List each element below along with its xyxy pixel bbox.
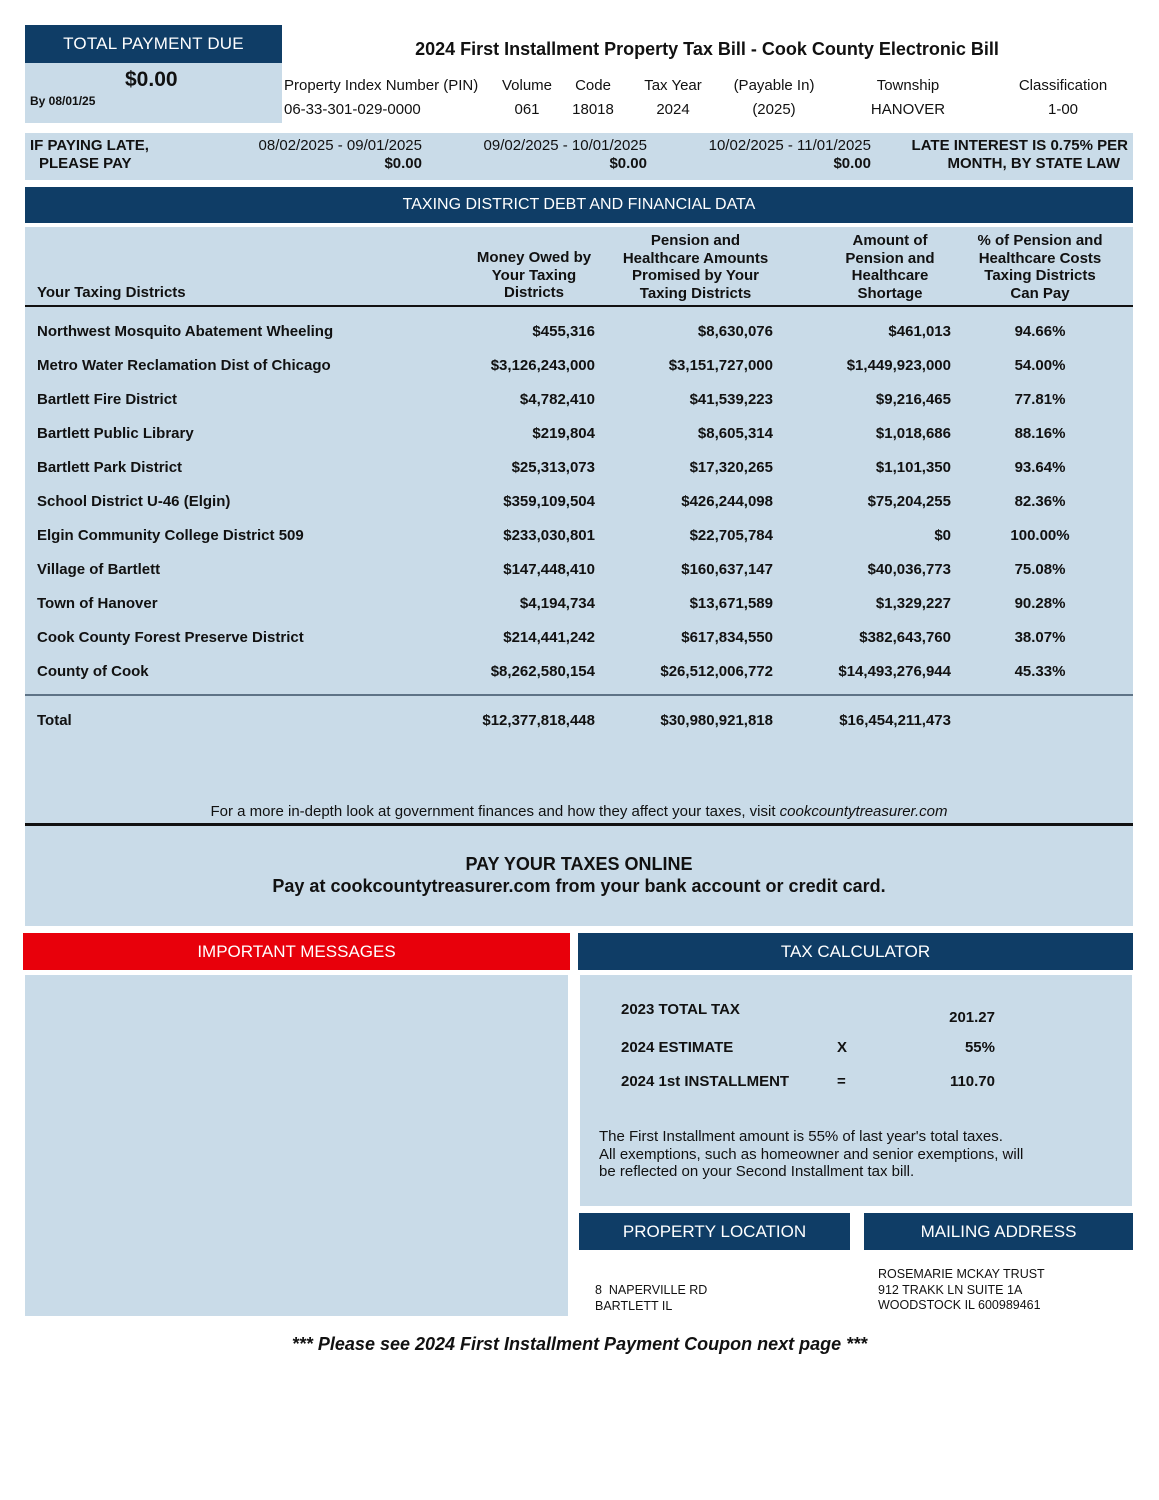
pin-value: 06-33-301-029-0000 bbox=[284, 101, 421, 118]
late-payment-bar bbox=[25, 133, 1133, 180]
late-period-1 bbox=[247, 137, 422, 173]
debt-section-header: TAXING DISTRICT DEBT AND FINANCIAL DATA bbox=[25, 187, 1133, 223]
township-label: Township bbox=[876, 77, 940, 94]
late-period-amount: $0.00 bbox=[384, 155, 422, 172]
late-period-amount: $0.00 bbox=[833, 155, 871, 172]
table-row: Bartlett Public Library $219,804 $8,605,314 $1,018,686 88.16% bbox=[37, 425, 1066, 442]
late-interest-line1: LATE INTEREST IS 0.75% PER bbox=[911, 137, 1128, 154]
tax-year-label: Tax Year bbox=[644, 77, 702, 94]
volume-label: Volume bbox=[501, 77, 553, 94]
late-period-3 bbox=[696, 137, 871, 173]
calc-label-total-tax: 2023 TOTAL TAX bbox=[621, 1001, 740, 1018]
important-messages-body bbox=[25, 975, 568, 1316]
table-row: School District U-46 (Elgin) $359,109,504 $426,244,098 $75,204,255 82.36% bbox=[37, 493, 1066, 510]
pay-online-subtitle: Pay at cookcountytreasurer.com from your bank account or credit card. bbox=[272, 876, 886, 896]
mailing-address: ROSEMARIE MCKAY TRUST 912 TRAKK LN SUITE 1A WOODSTOCK IL 600989461 bbox=[878, 1267, 1045, 1312]
classification-field bbox=[1005, 77, 1121, 125]
tax-calculator-header: TAX CALCULATOR bbox=[578, 933, 1133, 970]
late-label-line2: PLEASE PAY bbox=[39, 155, 132, 172]
total-payment-due-header: TOTAL PAYMENT DUE bbox=[25, 25, 282, 63]
payable-in-label: (Payable In) bbox=[733, 77, 815, 94]
property-address: 8 NAPERVILLE RD BARTLETT IL bbox=[595, 1283, 708, 1313]
total-payment-due-amount: $0.00 bbox=[125, 68, 178, 91]
late-period-range: 09/02/2025 - 10/01/2025 bbox=[483, 137, 647, 154]
table-row: Town of Hanover $4,194,734 $13,671,589 $1,329,227 90.28% bbox=[37, 595, 1066, 612]
township-field bbox=[858, 77, 958, 125]
bill-title: 2024 First Installment Property Tax Bill - Cook County Electronic Bill bbox=[415, 39, 999, 59]
calc-value-installment: 110.70 bbox=[949, 1073, 995, 1090]
calc-value-total-tax: 201.27 bbox=[949, 1009, 995, 1026]
classification-label: Classification bbox=[1018, 77, 1108, 94]
calc-op-equals: = bbox=[837, 1073, 846, 1090]
tax-calculator-body bbox=[580, 975, 1132, 1206]
payable-in-field bbox=[722, 77, 826, 125]
late-interest-notice bbox=[912, 137, 1128, 173]
late-interest-line2: MONTH, BY STATE LAW bbox=[947, 155, 1120, 172]
late-period-2 bbox=[472, 137, 647, 173]
pin-label: Property Index Number (PIN) bbox=[284, 77, 479, 94]
volume-field bbox=[492, 77, 562, 125]
treasurer-link[interactable]: cookcountytreasurer.com bbox=[779, 803, 948, 820]
column-header-districts: Your Taxing Districts bbox=[37, 284, 186, 301]
due-date: By 08/01/25 bbox=[30, 94, 96, 108]
column-header-money-owed: Money Owed by Your Taxing Districts bbox=[476, 249, 592, 301]
debt-section-body bbox=[25, 227, 1133, 824]
total-divider bbox=[25, 694, 1133, 696]
payable-in-value: (2025) bbox=[752, 101, 796, 118]
calc-label-estimate: 2024 ESTIMATE bbox=[621, 1039, 734, 1056]
volume-value: 061 bbox=[514, 101, 540, 118]
calc-label-installment: 2024 1st INSTALLMENT bbox=[621, 1073, 790, 1090]
column-header-pension-shortage: Amount of Pension and Healthcare Shortage bbox=[845, 232, 935, 302]
footnote-text: For a more in-depth look at government finances and how they affect your taxes, visit bbox=[210, 803, 780, 820]
total-row: Total $12,377,818,448 $30,980,921,818 $16,454,211,473 bbox=[37, 712, 951, 729]
classification-value: 1-00 bbox=[1047, 101, 1079, 118]
pay-online-box bbox=[25, 826, 1133, 926]
table-row: Metro Water Reclamation Dist of Chicago $3,126,243,000 $3,151,727,000 $1,449,923,000 54.00% bbox=[37, 357, 1066, 374]
township-value: HANOVER bbox=[870, 101, 946, 118]
late-period-amount: $0.00 bbox=[609, 155, 647, 172]
calc-value-estimate: 55% bbox=[964, 1039, 995, 1056]
column-header-pension-promised: Pension and Healthcare Amounts Promised by Your Taxing Districts bbox=[622, 232, 769, 302]
pay-online-title: PAY YOUR TAXES ONLINE bbox=[465, 854, 693, 874]
calc-op-multiply: X bbox=[837, 1039, 848, 1056]
finance-footnote bbox=[25, 803, 1133, 820]
important-messages-header: IMPORTANT MESSAGES bbox=[23, 933, 570, 970]
table-row: Bartlett Fire District $4,782,410 $41,539,223 $9,216,465 77.81% bbox=[37, 391, 1066, 408]
tax-year-value: 2024 bbox=[656, 101, 690, 118]
property-location-header: PROPERTY LOCATION bbox=[579, 1213, 850, 1250]
table-row: Cook County Forest Preserve District $214,441,242 $617,834,550 $382,643,760 38.07% bbox=[37, 629, 1066, 646]
column-header-pct-can-pay: % of Pension and Healthcare Costs Taxing Districts Can Pay bbox=[977, 232, 1103, 302]
coupon-notice: *** Please see 2024 First Installment Payment Coupon next page *** bbox=[291, 1334, 868, 1354]
late-label-line1: IF PAYING LATE, bbox=[30, 137, 149, 154]
pin-field bbox=[284, 77, 490, 125]
code-field bbox=[562, 77, 624, 125]
header-divider bbox=[25, 305, 1133, 307]
code-value: 18018 bbox=[572, 101, 614, 118]
tax-year-field bbox=[634, 77, 712, 125]
late-payment-label bbox=[30, 137, 149, 173]
calc-note: The First Installment amount is 55% of last year's total taxes. All exemptions, such as homeowner and senior exemptions, will be reflected on your Second Installment tax bill. bbox=[599, 1128, 1024, 1180]
late-period-range: 10/02/2025 - 11/01/2025 bbox=[708, 137, 871, 154]
mailing-address-header: MAILING ADDRESS bbox=[864, 1213, 1133, 1250]
table-row: Elgin Community College District 509 $233,030,801 $22,705,784 $0 100.00% bbox=[37, 527, 1070, 544]
table-row: Village of Bartlett $147,448,410 $160,637,147 $40,036,773 75.08% bbox=[37, 561, 1066, 578]
late-period-range: 08/02/2025 - 09/01/2025 bbox=[258, 137, 422, 154]
table-row: County of Cook $8,262,580,154 $26,512,006,772 $14,493,276,944 45.33% bbox=[37, 663, 1066, 680]
table-row: Northwest Mosquito Abatement Wheeling $455,316 $8,630,076 $461,013 94.66% bbox=[37, 323, 1066, 340]
code-label: Code bbox=[575, 77, 611, 94]
table-row: Bartlett Park District $25,313,073 $17,320,265 $1,101,350 93.64% bbox=[37, 459, 1066, 476]
